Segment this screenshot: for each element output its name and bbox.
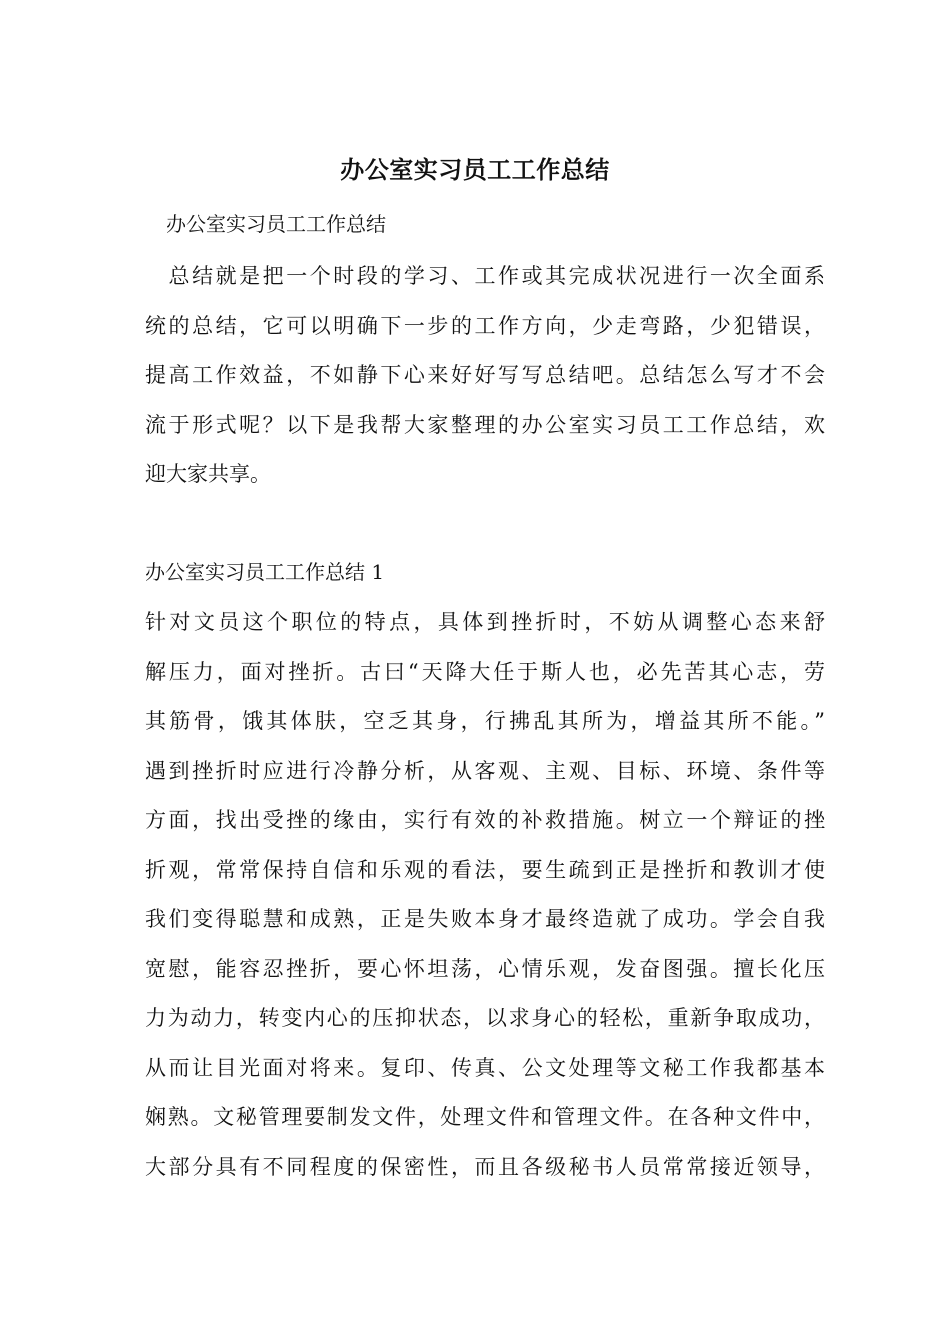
intro-line: 提高工作效益，不如静下心来好好写写总结吧。总结怎么写才不会	[145, 363, 825, 387]
body-line: 方面，找出受挫的缘由，实行有效的补救措施。树立一个辩证的挫	[145, 808, 825, 832]
document-subtitle: 办公室实习员工工作总结	[166, 212, 386, 236]
body-line: 解压力，面对挫折。古曰“天降大任于斯人也，必先苦其心志，劳	[145, 659, 825, 684]
body-line: 折观，常常保持自信和乐观的看法，要生疏到正是挫折和教训才使	[145, 857, 825, 882]
intro-line: 总结就是把一个时段的学习、工作或其完成状况进行一次全面系	[145, 264, 825, 288]
body-line: 从而让目光面对将来。复印、传真、公文处理等文秘工作我都基本	[145, 1055, 825, 1080]
document-title: 办公室实习员工工作总结	[340, 155, 610, 184]
body-paragraph	[145, 598, 825, 1192]
section-heading: 办公室实习员工工作总结 1	[145, 560, 385, 584]
body-line: 宽慰，能容忍挫折，要心怀坦荡，心情乐观，发奋图强。擅长化压	[145, 956, 825, 981]
body-line: 我们变得聪慧和成熟，正是失败本身才最终造就了成功。学会自我	[145, 907, 825, 931]
intro-line: 统的总结，它可以明确下一步的工作方向，少走弯路，少犯错误，	[145, 313, 825, 338]
intro-line: 迎大家共享。	[145, 462, 271, 486]
intro-paragraph	[145, 252, 825, 500]
body-line: 力为动力，转变内心的压抑状态，以求身心的轻松，重新争取成功，	[145, 1006, 825, 1030]
body-line: 针对文员这个职位的特点，具体到挫折时，不妨从调整心态来舒	[145, 610, 825, 634]
body-line: 其筋骨，饿其体肤，空乏其身，行拂乱其所为，增益其所不能。”	[145, 709, 825, 733]
intro-line: 流于形式呢？以下是我帮大家整理的办公室实习员工工作总结，欢	[145, 412, 825, 437]
body-line: 娴熟。文秘管理要制发文件，处理文件和管理文件。在各种文件中，	[145, 1105, 825, 1129]
body-line: 大部分具有不同程度的保密性，而且各级秘书人员常常接近领导，	[145, 1154, 825, 1179]
body-line: 遇到挫折时应进行冷静分析，从客观、主观、目标、环境、条件等	[145, 758, 825, 783]
